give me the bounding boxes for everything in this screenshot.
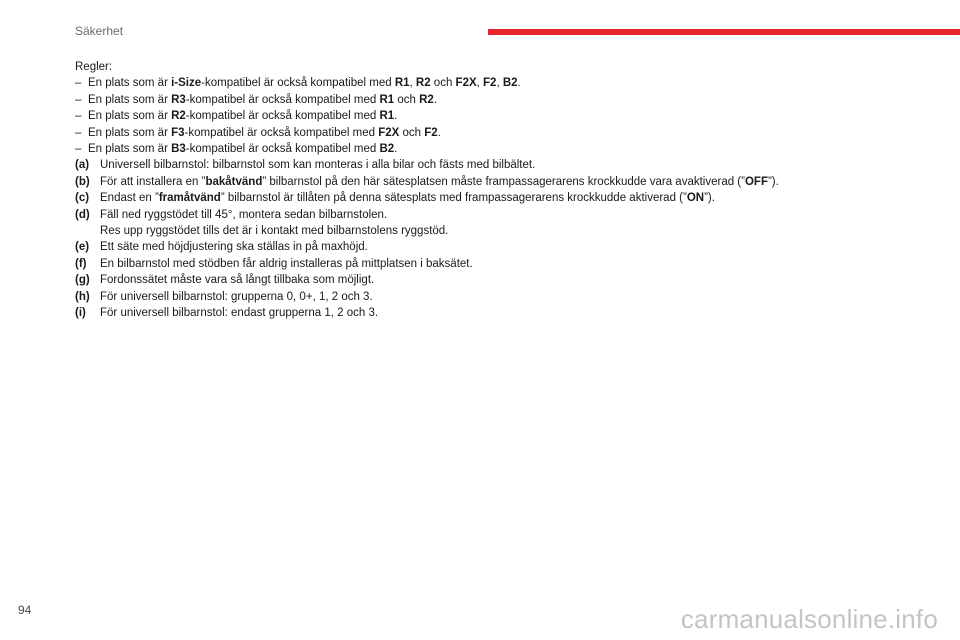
rule-dash: – <box>75 110 82 123</box>
footnote-item <box>75 305 935 321</box>
bold-term: framåtvänd <box>158 192 221 205</box>
text-segment: och <box>394 93 420 106</box>
text-segment: -kompatibel är också kompatibel med <box>185 93 380 106</box>
footnote-text <box>100 174 935 190</box>
footnote-text <box>100 190 935 206</box>
bold-term: F2X <box>378 126 400 139</box>
footnote-label: (a) <box>75 159 90 172</box>
bold-term: R1 <box>379 110 395 123</box>
footnote-line <box>100 223 935 239</box>
bold-term: R1 <box>394 77 410 90</box>
footnote-label: (b) <box>75 175 90 188</box>
footnote-item <box>75 174 935 190</box>
footnote-label: (i) <box>75 307 86 320</box>
footnote-line <box>100 256 935 272</box>
bold-term: OFF <box>744 175 768 188</box>
text-segment: En plats som är <box>88 143 172 156</box>
text-segment: . <box>517 77 521 90</box>
text-segment: och <box>399 126 425 139</box>
bold-term: F2X <box>455 77 477 90</box>
rule-item <box>75 108 935 124</box>
footnote-item <box>75 239 935 255</box>
text-segment: -kompatibel är också kompatibel med <box>185 110 380 123</box>
footnote-text <box>100 239 935 255</box>
text-segment: För universell bilbarnstol: grupperna 0, 0+, 1, 2 och 3. <box>100 290 373 303</box>
bold-term: F2 <box>483 77 497 90</box>
footnote-item <box>75 272 935 288</box>
text-segment: En bilbarnstol med stödben får aldrig installeras på mittplatsen i baksätet. <box>100 257 473 270</box>
text-segment: Endast en ” <box>100 192 159 205</box>
footnote-label: (g) <box>75 274 90 287</box>
rule-dash: – <box>75 77 82 90</box>
bold-term: R3 <box>171 93 186 106</box>
text-segment: En plats som är <box>88 93 172 106</box>
footnote-line <box>100 239 935 255</box>
text-segment: -kompatibel är också kompatibel med <box>201 77 395 90</box>
page-content <box>75 59 935 322</box>
bold-term: bakåtvänd <box>205 175 263 188</box>
bold-term: B3 <box>171 143 186 156</box>
rule-dash: – <box>75 126 82 139</box>
footnote-label: (f) <box>75 257 87 270</box>
bold-term: i-Size <box>171 77 202 90</box>
footnote-text <box>100 207 935 240</box>
footnote-item <box>75 190 935 206</box>
text-segment: . <box>433 93 438 106</box>
text-segment: ”). <box>704 192 715 205</box>
footnote-label: (c) <box>75 192 90 205</box>
bold-term: R1 <box>379 93 395 106</box>
rule-item <box>75 141 935 157</box>
text-segment: , <box>476 77 484 90</box>
section-title: Säkerhet <box>75 24 124 38</box>
rule-dash: – <box>75 143 82 156</box>
footnote-text <box>100 289 935 305</box>
footnote-text <box>100 272 935 288</box>
text-segment: En plats som är <box>88 77 172 90</box>
bold-term: R2 <box>419 93 434 106</box>
footnote-item <box>75 256 935 272</box>
footnote-text <box>100 305 935 321</box>
text-segment: En plats som är <box>88 110 172 123</box>
text-segment: Ett säte med höjdjustering ska ställas in på maxhöjd. <box>100 241 368 254</box>
footnote-line <box>100 207 935 223</box>
bold-term: R2 <box>415 77 431 90</box>
text-segment: , <box>496 77 503 90</box>
text-segment: Fäll ned ryggstödet till 45°, montera sedan bilbarnstolen. <box>100 208 388 221</box>
rules-list <box>75 75 935 157</box>
rule-item <box>75 75 935 91</box>
text-segment: ” bilbarnstol på den här sätesplatsen måste frampassagerarens krockkudde vara avaktiverad (” <box>262 175 745 188</box>
text-segment: För att installera en ” <box>100 175 206 188</box>
footnote-text <box>100 256 935 272</box>
bold-term: B2 <box>379 143 395 156</box>
footnote-line <box>100 174 935 190</box>
text-segment: -kompatibel är också kompatibel med <box>184 126 379 139</box>
bold-term: F3 <box>171 126 185 139</box>
rules-heading: Regler: <box>75 61 113 73</box>
text-segment: Fordonssätet måste vara så långt tillbaka som möjligt. <box>100 274 375 287</box>
bold-term: B2 <box>502 77 518 90</box>
rule-dash: – <box>75 93 82 106</box>
footnote-item <box>75 207 935 240</box>
text-segment: En plats som är <box>88 126 172 139</box>
footnote-label: (d) <box>75 208 90 221</box>
footnote-line <box>100 305 935 321</box>
footnote-line <box>100 190 935 206</box>
notes-list <box>75 157 935 321</box>
text-segment: ” bilbarnstol är tillåten på denna sätesplats med frampassagerarens krockkudde aktiverad (” <box>220 192 687 205</box>
header-accent-bar <box>488 29 960 35</box>
text-segment: ”). <box>767 175 779 188</box>
text-segment: Res upp ryggstödet tills det är i kontakt med bilbarnstolens ryggstöd. <box>100 225 449 238</box>
text-segment: För universell bilbarnstol: endast grupperna 1, 2 och 3. <box>100 307 379 320</box>
text-segment: Universell bilbarnstol: bilbarnstol som kan monteras i alla bilar och fästs med bilbältet. <box>100 159 536 172</box>
footnote-item <box>75 157 935 173</box>
rule-item <box>75 125 935 141</box>
footnote-line <box>100 289 935 305</box>
watermark: carmanualsonline.info <box>680 604 938 634</box>
text-segment: och <box>430 77 456 90</box>
text-segment: . <box>437 126 441 139</box>
text-segment: . <box>394 143 398 156</box>
footnote-label: (e) <box>75 241 90 254</box>
text-segment: , <box>409 77 416 90</box>
text-segment: . <box>394 110 398 123</box>
footnote-line <box>100 157 935 173</box>
page-number: 94 <box>18 603 32 617</box>
rule-item <box>75 92 935 108</box>
footnote-item <box>75 289 935 305</box>
text-segment: -kompatibel är också kompatibel med <box>185 143 380 156</box>
footnote-label: (h) <box>75 290 90 303</box>
bold-term: F2 <box>424 126 438 139</box>
footnote-line <box>100 272 935 288</box>
bold-term: ON <box>686 192 705 205</box>
bold-term: R2 <box>171 110 186 123</box>
footnote-text <box>100 157 935 173</box>
